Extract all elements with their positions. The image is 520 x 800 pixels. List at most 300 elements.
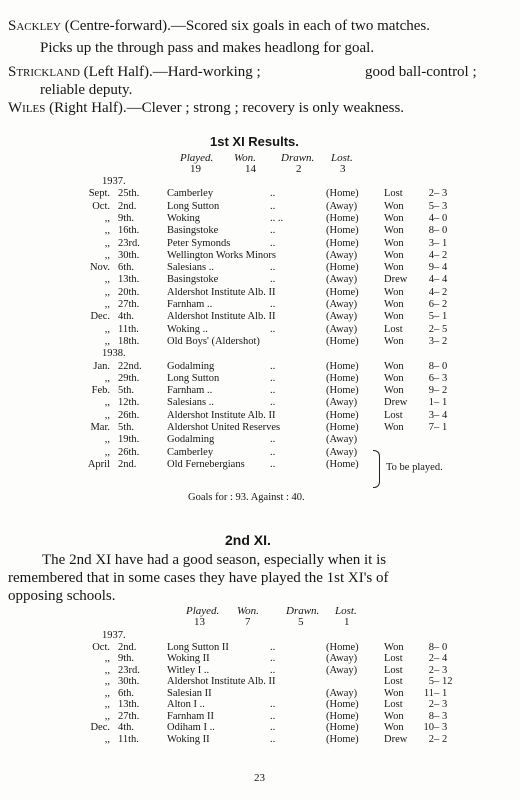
score-dash: – <box>434 274 440 286</box>
score-against: 4 <box>442 653 448 664</box>
score-dash: – <box>434 676 440 687</box>
score-dash: – <box>434 687 440 699</box>
match-row <box>0 287 520 299</box>
score-against: 1 <box>442 422 448 433</box>
score-for: 11 <box>423 687 434 699</box>
match-row <box>0 262 520 274</box>
opponent: Salesians .. <box>167 262 214 274</box>
year-row <box>0 348 520 360</box>
match-date: 23rd. <box>118 664 140 676</box>
score-dash: – <box>434 422 440 433</box>
score-for: 8 <box>428 641 434 653</box>
score-dash: – <box>434 710 440 722</box>
match-row <box>0 665 520 677</box>
opponent: Alton I .. <box>167 699 205 710</box>
match-month: Jan. <box>93 360 110 372</box>
match-date: 4th. <box>118 311 135 323</box>
result: Drew <box>384 274 408 286</box>
match-date: 11th. <box>118 323 139 335</box>
player-name: Wiles <box>8 100 46 116</box>
first-xi-title: 1st XI Results. <box>210 134 299 149</box>
match-date: 9th. <box>118 212 135 224</box>
match-row <box>0 373 520 385</box>
score-for: 4 <box>428 249 434 261</box>
match-row <box>0 422 520 434</box>
score-against: 0 <box>442 641 448 653</box>
first-xi-played-count: 19 <box>190 163 201 175</box>
leader-dots: .. <box>270 699 276 710</box>
leader-dots: .. <box>270 225 276 237</box>
score-for: 2 <box>428 653 434 664</box>
score-dash: – <box>434 299 440 310</box>
score-against: 2 <box>442 299 448 310</box>
score-for: 2 <box>428 664 434 676</box>
score-against: 2 <box>442 385 448 397</box>
score-against: 0 <box>442 225 448 237</box>
match-row <box>0 274 520 286</box>
opponent: Camberley <box>167 446 214 458</box>
venue: (Away) <box>326 311 358 323</box>
match-date: 16th. <box>118 225 140 237</box>
player-comment: —Scored six goals in each of two matches. <box>170 18 431 34</box>
score-dash: – <box>434 286 440 298</box>
match-month: Dec. <box>90 722 110 733</box>
second-xi-won-header: Won. <box>237 605 259 617</box>
second-xi-played-count: 13 <box>194 616 205 628</box>
season-year: 1937. <box>102 630 126 641</box>
opponent: Woking <box>167 212 200 224</box>
second-xi-played-header: Played. <box>186 605 220 617</box>
score-against: 3 <box>442 200 448 212</box>
match-date: 13th. <box>118 699 140 710</box>
match-month: ,, <box>104 409 110 421</box>
leader-dots: .. <box>270 360 276 372</box>
venue: (Away) <box>326 653 358 664</box>
match-month: ,, <box>104 274 110 286</box>
leader-dots: .. <box>270 237 276 249</box>
match-month: Oct. <box>92 641 110 653</box>
score-dash: – <box>434 249 440 261</box>
score-dash: – <box>434 262 440 274</box>
goals-summary: Goals for : 93. Against : 40. <box>188 492 305 503</box>
match-date: 12th. <box>118 397 140 409</box>
match-month: ,, <box>104 237 110 249</box>
match-date: 30th. <box>118 249 140 261</box>
match-row <box>0 410 520 422</box>
result: Won <box>384 422 404 433</box>
second-xi-title: 2nd XI. <box>225 532 271 548</box>
player-name: Sackley <box>8 18 61 34</box>
match-month: ,, <box>104 687 110 699</box>
score-dash: – <box>434 360 440 372</box>
opponent: Salesian II <box>167 687 212 699</box>
opponent: Woking II <box>167 733 210 745</box>
match-row <box>0 250 520 262</box>
match-date: 9th. <box>118 653 135 664</box>
score-dash: – <box>434 372 440 384</box>
match-date: 2nd. <box>118 458 137 470</box>
score-for: 3 <box>428 237 434 249</box>
venue: (Away) <box>326 446 358 458</box>
result: Won <box>384 225 404 237</box>
venue: (Home) <box>326 385 359 397</box>
match-date: 19th. <box>118 434 140 446</box>
second-xi-lost-header: Lost. <box>335 605 357 617</box>
score-against: 3 <box>442 372 448 384</box>
player-comment: —Hard-working ; <box>152 64 261 80</box>
score-for: 5 <box>428 200 434 212</box>
score-for: 6 <box>428 372 434 384</box>
to-be-played-note: To be played. <box>386 462 443 473</box>
match-row <box>0 711 520 723</box>
leader-dots: .. <box>270 274 276 286</box>
match-row <box>0 361 520 373</box>
opponent: Camberley <box>167 188 214 200</box>
match-date: 20th. <box>118 286 140 298</box>
leader-dots: .. <box>270 710 276 722</box>
venue: (Home) <box>326 286 359 298</box>
score-for: 5 <box>428 311 434 323</box>
score-against: 1 <box>442 311 448 323</box>
score-for: 9 <box>428 385 434 397</box>
score-for: 10 <box>423 722 434 733</box>
score-dash: – <box>434 409 440 421</box>
score-against: 1 <box>442 237 448 249</box>
match-date: 18th. <box>118 335 140 347</box>
opponent: Godalming <box>167 434 215 446</box>
venue: (Home) <box>326 212 359 224</box>
score-against: 0 <box>442 212 448 224</box>
venue: (Home) <box>326 641 359 653</box>
match-row <box>0 188 520 200</box>
match-row <box>0 642 520 654</box>
leader-dots: .. <box>270 385 276 397</box>
venue: (Home) <box>326 722 359 733</box>
first-xi-lost-count: 3 <box>340 163 346 175</box>
score-for: 3 <box>428 335 434 347</box>
score-dash: – <box>434 699 440 710</box>
match-date: 27th. <box>118 299 140 310</box>
leader-dots: .. <box>270 722 276 733</box>
score-against: 3 <box>442 710 448 722</box>
match-date: 6th. <box>118 262 135 274</box>
score-for: 2 <box>428 699 434 710</box>
leader-dots: .. <box>270 733 276 745</box>
player-comment: —Clever ; strong ; recovery is only weakness. <box>126 100 405 116</box>
opponent: Old Fernebergians <box>167 458 245 470</box>
leader-dots: .. <box>270 446 276 458</box>
score-against: 1 <box>442 397 448 409</box>
opponent: Aldershot Institute Alb. II <box>167 311 276 323</box>
opponent: Aldershot Institute Alb. II <box>167 286 276 298</box>
match-month: ,, <box>104 286 110 298</box>
match-month: ,, <box>104 653 110 664</box>
score-for: 8 <box>428 225 434 237</box>
venue: (Home) <box>326 699 359 710</box>
score-dash: – <box>434 225 440 237</box>
score-against: 2 <box>442 335 448 347</box>
venue: (Home) <box>326 733 359 745</box>
match-date: 23rd. <box>118 237 140 249</box>
match-date: 13th. <box>118 274 140 286</box>
score-for: 9 <box>428 262 434 274</box>
first-xi-drawn-header: Drawn. <box>281 152 315 164</box>
score-for: 3 <box>428 409 434 421</box>
match-date: 5th. <box>118 385 135 397</box>
match-month: ,, <box>104 212 110 224</box>
match-month: ,, <box>104 664 110 676</box>
opponent: Woking .. <box>167 323 208 335</box>
result: Won <box>384 710 404 722</box>
match-month: ,, <box>104 249 110 261</box>
opponent: Long Sutton II <box>167 641 229 653</box>
venue: (Home) <box>326 409 359 421</box>
match-row <box>0 336 520 348</box>
season-year: 1938. <box>102 348 126 360</box>
match-date: 5th. <box>118 422 135 433</box>
score-against: 3 <box>442 722 448 733</box>
leader-dots: .. <box>270 653 276 664</box>
opponent: Godalming <box>167 360 215 372</box>
score-for: 1 <box>428 397 434 409</box>
score-for: 8 <box>428 710 434 722</box>
score-against: 12 <box>442 676 453 687</box>
venue: (Home) <box>326 262 359 274</box>
score-against: 4 <box>442 409 448 421</box>
match-row <box>0 397 520 409</box>
score-dash: – <box>434 641 440 653</box>
result: Won <box>384 311 404 323</box>
result: Won <box>384 335 404 347</box>
score-dash: – <box>434 311 440 323</box>
venue: (Home) <box>326 422 359 433</box>
score-dash: – <box>434 200 440 212</box>
note-sackley-line1 <box>8 16 430 36</box>
score-against: 2 <box>442 249 448 261</box>
match-row <box>0 653 520 665</box>
leader-dots: .. <box>270 434 276 446</box>
score-for: 8 <box>428 360 434 372</box>
score-for: 4 <box>428 212 434 224</box>
score-dash: – <box>434 385 440 397</box>
score-for: 2 <box>428 733 434 745</box>
result: Won <box>384 372 404 384</box>
match-month: ,, <box>104 299 110 310</box>
score-against: 4 <box>442 274 448 286</box>
score-dash: – <box>434 212 440 224</box>
opponent: Wellington Works Minors <box>167 249 276 261</box>
opponent: Salesians .. <box>167 397 214 409</box>
match-row <box>0 311 520 323</box>
venue: (Away) <box>326 249 358 261</box>
first-xi-won-count: 14 <box>245 163 256 175</box>
match-row <box>0 688 520 700</box>
opponent: Aldershot Institute Alb. II <box>167 676 276 687</box>
match-month: April <box>87 458 110 470</box>
score-dash: – <box>434 323 440 335</box>
season-year: 1937. <box>102 176 126 187</box>
match-row <box>0 213 520 225</box>
match-month: ,, <box>104 397 110 409</box>
match-date: 26th. <box>118 446 140 458</box>
match-date: 2nd. <box>118 641 137 653</box>
result: Won <box>384 200 404 212</box>
venue: (Away) <box>326 664 358 676</box>
opponent: Long Sutton <box>167 200 220 212</box>
venue: (Away) <box>326 200 358 212</box>
match-date: 29th. <box>118 372 140 384</box>
opponent: Peter Symonds <box>167 237 231 249</box>
match-month: ,, <box>104 710 110 722</box>
result: Lost <box>384 676 403 687</box>
match-month: ,, <box>104 225 110 237</box>
venue: (Home) <box>326 188 359 200</box>
opponent: Odiham I .. <box>167 722 215 733</box>
venue: (Home) <box>326 360 359 372</box>
player-role: (Centre-forward). <box>60 18 171 34</box>
score-against: 5 <box>442 323 448 335</box>
match-month: ,, <box>104 434 110 446</box>
year-row <box>0 630 520 642</box>
leader-dots: .. <box>270 372 276 384</box>
result: Drew <box>384 733 408 745</box>
first-xi-lost-header: Lost. <box>331 152 353 164</box>
score-dash: – <box>434 722 440 733</box>
match-date: 27th. <box>118 710 140 722</box>
result: Lost <box>384 653 403 664</box>
result: Won <box>384 385 404 397</box>
match-month: Dec. <box>90 311 110 323</box>
match-month: ,, <box>104 323 110 335</box>
opponent: Woking II <box>167 653 210 664</box>
venue: (Home) <box>326 237 359 249</box>
opponent: Old Boys' (Aldershot) <box>167 335 260 347</box>
second-xi-para-line1: The 2nd XI have had a good season, especially when it is <box>42 552 387 568</box>
score-against: 0 <box>442 360 448 372</box>
result: Won <box>384 360 404 372</box>
venue: (Away) <box>326 434 358 446</box>
match-date: 11th. <box>118 733 139 745</box>
match-row <box>0 299 520 311</box>
match-date: 30th. <box>118 676 140 687</box>
opponent: Basingstoke <box>167 274 219 286</box>
score-for: 5 <box>428 676 434 687</box>
result: Lost <box>384 323 403 335</box>
match-row <box>0 201 520 213</box>
score-against: 3 <box>442 664 448 676</box>
venue: (Home) <box>326 335 359 347</box>
match-row <box>0 238 520 250</box>
venue: (Home) <box>326 710 359 722</box>
score-against: 3 <box>442 699 448 710</box>
match-date: 6th. <box>118 687 135 699</box>
result: Lost <box>384 409 403 421</box>
leader-dots: .. <box>270 200 276 212</box>
match-month: ,, <box>104 372 110 384</box>
venue: (Home) <box>326 372 359 384</box>
match-month: Mar. <box>90 422 110 433</box>
score-for: 2 <box>428 323 434 335</box>
leader-dots: .. <box>270 458 276 470</box>
opponent: Witley I .. <box>167 664 210 676</box>
match-month: ,, <box>104 733 110 745</box>
leader-dots: .. <box>270 641 276 653</box>
result: Won <box>384 687 404 699</box>
year-row <box>0 176 520 188</box>
match-date: 26th. <box>118 409 140 421</box>
match-month: ,, <box>104 699 110 710</box>
match-month: Oct. <box>92 200 110 212</box>
note-strickland-line1 <box>8 62 261 82</box>
second-xi-drawn-count: 5 <box>298 616 304 628</box>
venue: (Away) <box>326 687 358 699</box>
result: Won <box>384 237 404 249</box>
result: Won <box>384 641 404 653</box>
score-for: 4 <box>428 274 434 286</box>
result: Won <box>384 299 404 310</box>
match-row <box>0 699 520 711</box>
result: Won <box>384 212 404 224</box>
venue: (Away) <box>326 323 358 335</box>
result: Lost <box>384 188 403 200</box>
player-role: (Left Half). <box>79 64 153 80</box>
match-row <box>0 385 520 397</box>
result: Won <box>384 286 404 298</box>
venue: (Home) <box>326 458 359 470</box>
match-date: 25th. <box>118 188 140 200</box>
result: Lost <box>384 699 403 710</box>
result: Won <box>384 262 404 274</box>
opponent: Aldershot Institute Alb. II <box>167 409 276 421</box>
leader-dots: .. <box>270 262 276 274</box>
result: Won <box>384 722 404 733</box>
match-month: Nov. <box>89 262 110 274</box>
match-month: ,, <box>104 335 110 347</box>
match-row <box>0 722 520 734</box>
score-for: 7 <box>428 422 434 433</box>
first-xi-drawn-count: 2 <box>296 163 302 175</box>
first-xi-played-header: Played. <box>180 152 214 164</box>
first-xi-won-header: Won. <box>234 152 256 164</box>
note-strickland-line1b: good ball-control ; <box>365 64 477 80</box>
opponent: Farnham .. <box>167 299 213 310</box>
venue: (Home) <box>326 225 359 237</box>
opponent: Long Sutton <box>167 372 220 384</box>
score-dash: – <box>434 335 440 347</box>
score-dash: – <box>434 664 440 676</box>
score-dash: – <box>434 733 440 745</box>
opponent: Basingstoke <box>167 225 219 237</box>
match-row <box>0 676 520 688</box>
score-for: 4 <box>428 286 434 298</box>
score-dash: – <box>434 653 440 664</box>
match-month: Sept. <box>88 188 110 200</box>
score-for: 2 <box>428 188 434 200</box>
leader-dots: .. <box>270 664 276 676</box>
leader-dots: .. .. <box>270 212 284 224</box>
page-number: 23 <box>254 772 265 784</box>
player-role: (Right Half). <box>45 100 127 116</box>
match-date: 4th. <box>118 722 135 733</box>
leader-dots: .. <box>270 299 276 310</box>
result: Lost <box>384 664 403 676</box>
leader-dots: .. <box>270 188 276 200</box>
match-row <box>0 324 520 336</box>
match-date: 2nd. <box>118 200 137 212</box>
match-row <box>0 225 520 237</box>
score-against: 4 <box>442 262 448 274</box>
leader-dots: .. <box>270 323 276 335</box>
